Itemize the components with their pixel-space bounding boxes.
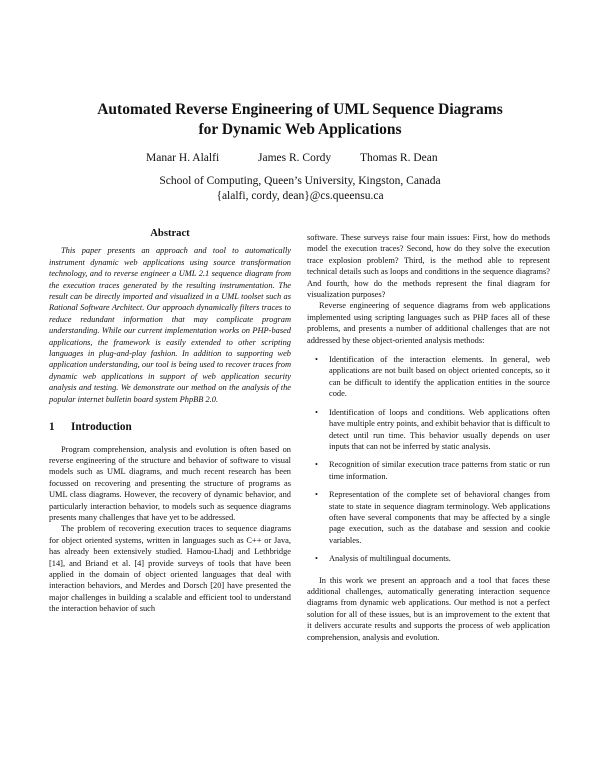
section-title: Introduction [71, 421, 132, 434]
section-heading-introduction [49, 422, 291, 433]
abstract-heading: Abstract [150, 228, 190, 239]
left-column [49, 228, 291, 615]
bullet-icon: • [315, 355, 318, 365]
bullet-icon: • [315, 460, 318, 470]
list-item [307, 489, 550, 546]
list-item [307, 553, 550, 564]
author-cordy: James R. Cordy [258, 152, 332, 164]
bullet-icon: • [315, 554, 318, 564]
author-alalfi: Manar H. Alalfi [146, 152, 220, 164]
paper-title [50, 100, 550, 140]
right-paragraph-3: In this work we present an approach and a tool that faces these additional challenges, automatically generating interaction sequence diagrams from dynamic web applications. Our method is not a perfect solution for all of these issues, but is an improvement to the extent that it delivers accurate results and supports the process of web application comprehension, analysis and evolution. [307, 575, 550, 642]
author-emails: {alalfi, cordy, dean}@cs.queensu.ca [216, 190, 384, 202]
right-column [307, 232, 550, 643]
author-dean: Thomas R. Dean [360, 152, 438, 164]
list-item [307, 407, 550, 453]
list-item [307, 459, 550, 482]
list-item-text: Representation of the complete set of behavioral changes from state to state in sequence diagram terminology. Web applications often have several components that may be affected by a single page execution, such as the database and session and cookie variables. [329, 490, 550, 545]
abstract-text: This paper presents an approach and tool to automatically instrument dynamic web applications using source transformation technology, and to reverse engineer a UML 2.1 sequence diagram from the execution traces generated by the resulting instrumentation. The result can be directly imported and visualized in a UML toolset such as Rational Software Architect. Our approach dynamically filters traces to reduce redundant information that may complicate program understanding. While our current implementation works on PHP-based applications, the framework is easily extended to other scripting languages in plug-and-play fashion. In addition to supporting web application understanding, our tool is being used to recover traces from dynamic web applications in support of web application security analysis and testing. We demonstrate our method on the analysis of the popular internet bulletin board system PhpBB 2.0. [49, 246, 291, 404]
bullet-icon: • [315, 407, 318, 417]
bullet-icon: • [315, 490, 318, 500]
right-paragraph-1: software. These surveys raise four main issues: First, how do methods model the execution traces? Second, how do they solve the execution trace explosion problem? Third, is the method able to represent technical details such as loops and conditions in the sequence diagrams? And fourth, how do the methods represent the final diagram for visualization purposes? [307, 233, 550, 300]
challenge-list [307, 354, 550, 565]
affiliation-block [50, 174, 550, 204]
right-paragraph-2: Reverse engineering of sequence diagrams from web applications implemented using scripting languages such as PHP faces all of these problems, and presents a number of additional challenges that are not addressed by these object-oriented analysis methods: [307, 301, 550, 345]
title-line-2: for Dynamic Web Applications [198, 121, 402, 138]
section-number: 1 [49, 421, 55, 434]
list-item-text: Identification of the interaction elements. In general, web applications are not built based on object oriented concepts, so it can be difficult to identify the application entities in the source code. [329, 355, 550, 399]
intro-paragraph-2: The problem of recovering execution traces to sequence diagrams for object oriented systems, written in languages such as C++ or Java, has already been extensively studied. Hamou-Lhadj and Lethbridge [14], and Briand et al. [4] provide surveys of tools that have been applied in the domain of object oriented languages that deal with interaction behaviors, and Merdes and Dorsch [20] have presented the major challenges in building a scalable and efficient tool to understand the interaction behavior of such [49, 524, 291, 614]
title-line-1: Automated Reverse Engineering of UML Sequence Diagrams [97, 101, 503, 118]
list-item-text: Analysis of multilingual documents. [329, 554, 451, 564]
list-item [307, 354, 550, 400]
intro-paragraph-1: Program comprehension, analysis and evolution is often based on reverse engineering of the structure and behavior of software to visual models such as UML diagrams, and much recent research has been focussed on recovering and presenting the structure of programs as UML class diagrams. However, the recovery of dynamic behavior, and particularly interaction behavior, to models such as sequence diagrams presents many challenges that have yet to be addressed. [49, 444, 291, 522]
list-item-text: Identification of loops and conditions. Web applications often have multiple entry points, and exhibit behavior that is difficult to detect until run time. This behavior usually depends on user inputs that can not be inferred by static analysis. [329, 407, 550, 451]
affiliation: School of Computing, Queen’s University, Kingston, Canada [159, 175, 441, 187]
list-item-text: Recognition of similar execution trace patterns from static or run time information. [329, 460, 550, 481]
